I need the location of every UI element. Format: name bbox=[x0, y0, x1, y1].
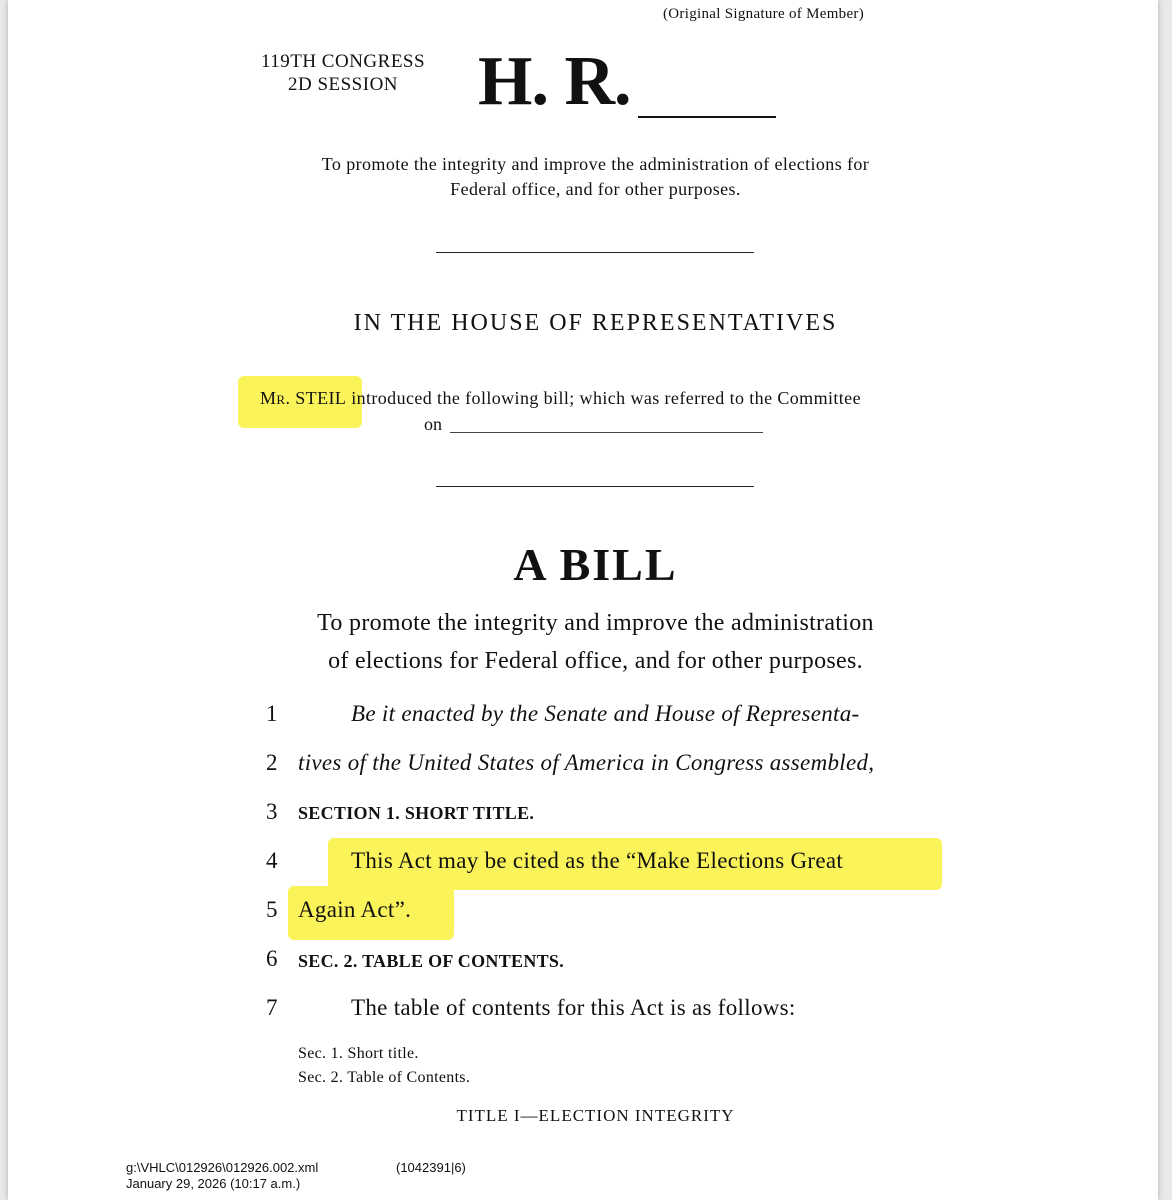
line-number: 1 bbox=[266, 701, 278, 726]
session-label: 2D SESSION bbox=[287, 74, 399, 95]
footer-code: (1042391|6) bbox=[396, 1160, 466, 1175]
congress-session-block bbox=[238, 50, 448, 96]
signature-caption: (Original Signature of Member) bbox=[663, 6, 865, 22]
footer-path: g:\VHLC\012926\012926.002.xml bbox=[126, 1160, 319, 1175]
sponsor-name: Mr. STEIL bbox=[260, 388, 347, 408]
section-1-heading: SECTION 1. SHORT TITLE. bbox=[298, 803, 535, 823]
bill-purpose bbox=[208, 604, 983, 680]
line-number: 6 bbox=[266, 946, 278, 971]
bill-purpose-line-1: To promote the integrity and improve the administration bbox=[317, 610, 874, 636]
line-number: 4 bbox=[266, 848, 278, 873]
footer-date: January 29, 2026 (10:17 a.m.) bbox=[126, 1176, 301, 1191]
short-title-line-2: Again Act”. bbox=[298, 897, 412, 922]
cover-purpose bbox=[248, 152, 943, 202]
enacting-clause-line-1: Be it enacted by the Senate and House of Representa- bbox=[351, 701, 860, 726]
line-number: 7 bbox=[266, 995, 278, 1020]
cover-purpose-line-1: To promote the integrity and improve the administration of elections for bbox=[321, 154, 870, 174]
toc-entry: Sec. 1. Short title. bbox=[298, 1045, 419, 1062]
enacting-clause-line-2: tives of the United States of America in Congress assembled, bbox=[298, 750, 875, 775]
cover-purpose-line-2: Federal office, and for other purposes. bbox=[450, 179, 741, 199]
bill-number-blank bbox=[638, 116, 776, 118]
committee-on-label: on bbox=[424, 414, 442, 434]
toc-intro-line: The table of contents for this Act is as follows: bbox=[351, 995, 796, 1020]
title-heading: TITLE I—ELECTION INTEGRITY bbox=[456, 1106, 735, 1125]
introduction-line bbox=[260, 388, 861, 409]
bill-heading: A BILL bbox=[513, 539, 678, 590]
introduction-text: introduced the following bill; which was referred to the Committee bbox=[351, 388, 861, 408]
line-number: 2 bbox=[266, 750, 278, 775]
bill-purpose-line-2: of elections for Federal office, and for other purposes. bbox=[328, 648, 863, 674]
line-number: 5 bbox=[266, 897, 278, 922]
bill-page bbox=[8, 0, 1158, 1200]
short-title-line-1: This Act may be cited as the “Make Elections Great bbox=[351, 848, 844, 873]
chamber-heading: IN THE HOUSE OF REPRESENTATIVES bbox=[353, 310, 838, 336]
bill-designation: H. R. bbox=[478, 43, 631, 120]
divider-rule bbox=[436, 486, 754, 487]
table-of-contents bbox=[298, 1042, 470, 1090]
section-2-heading: SEC. 2. TABLE OF CONTENTS. bbox=[298, 951, 565, 971]
toc-entry: Sec. 2. Table of Contents. bbox=[298, 1069, 471, 1086]
footer-file-info bbox=[126, 1160, 318, 1192]
divider-rule bbox=[436, 252, 754, 253]
committee-blank bbox=[450, 432, 763, 433]
congress-label: 119TH CONGRESS bbox=[260, 51, 426, 72]
line-number: 3 bbox=[266, 799, 278, 824]
